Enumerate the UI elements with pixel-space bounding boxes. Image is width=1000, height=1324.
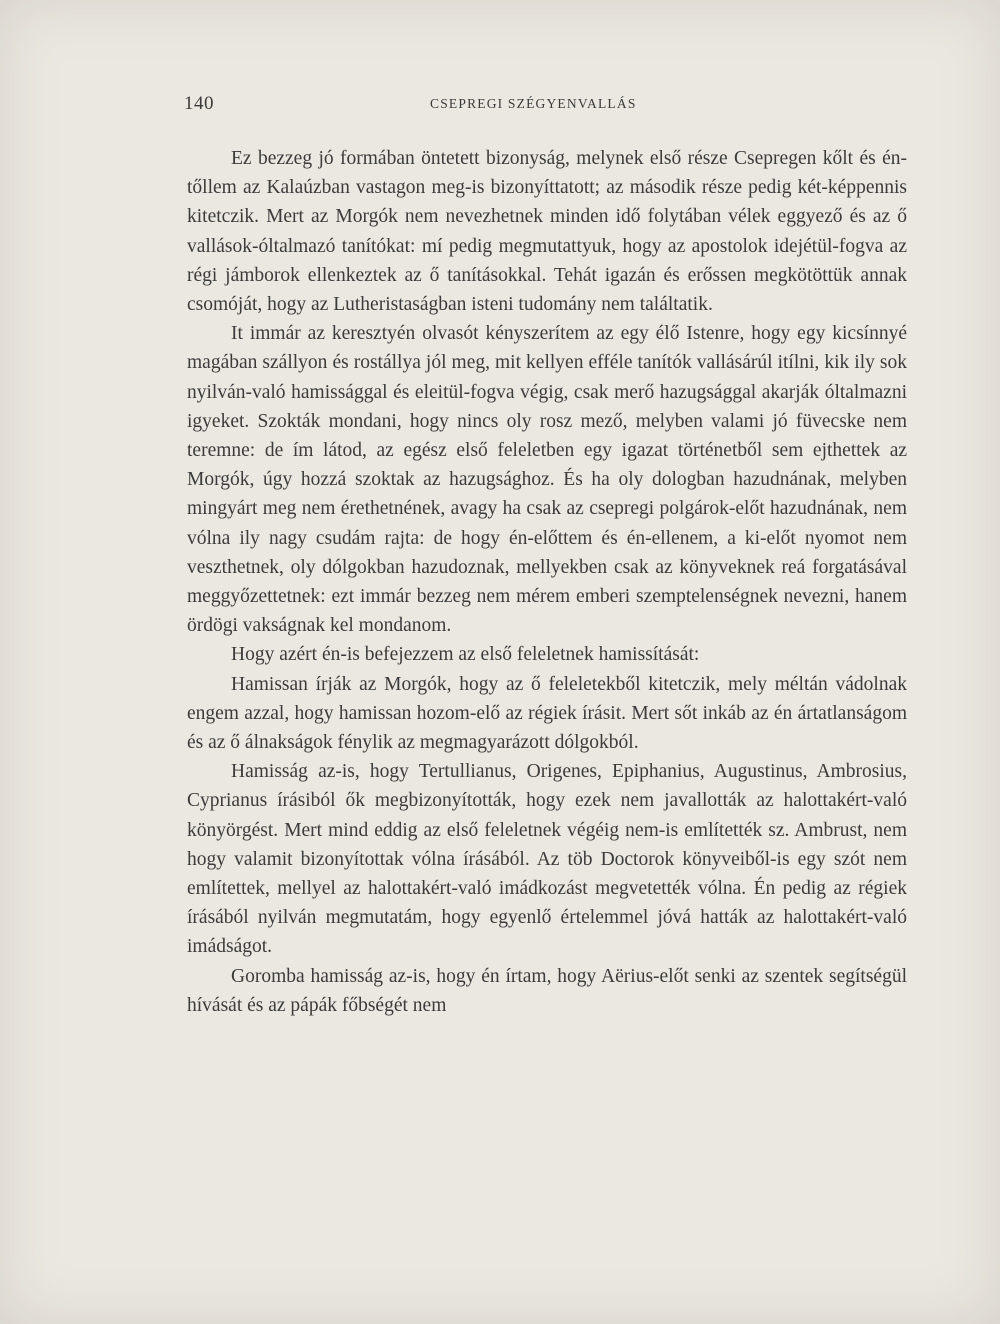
paragraph: Hamisság az-is, hogy Tertullianus, Origenes, Epiphanius, Augustinus, Ambrosius, Cyprianus írásiból ők megbizonyították, hogy ezek nem javallották az halottakért-való könyörgést. Mert mind eddig az első feleletnek végéig nem-is említették sz. Ambrust, nem hogy valamit bizonyítottak vólna írásából. Az töb Doctorok könyveiből-is egy szót nem említettek, mellyel az halottakért-való imádkozást megvetették vólna. Én pedig az régiek írásából nyilván megmutatám, hogy egyenlő értelemmel jóvá hatták az halottakért-való imádságot. (187, 761, 907, 958)
paragraph: Hogy azért én-is befejezzem az első feleletnek hamissítását: (231, 644, 700, 666)
paragraph: Ez bezzeg jó formában öntetett bizonyság, melynek első része Csepregen kőlt és én-tőllem az Kalaúzban vastagon meg-is bizonyíttatott; az második része pedig két-képpennis kitetczik. Mert az Morgók nem nevezhetnek minden idő folytában vélek eggyező és az ő vallások-óltalmazó tanítókat: mí pedig megmutattyuk, hogy az apostolok idejétül-fogva az régi jámborok ellenkeztek az ő tanításokkal. Tehát igazán és erőssen megkötöttük annak csomóját, hogy az Lutheristaságban isteni tudomány nem találtatik. (187, 148, 907, 316)
running-title: CSEPREGI SZÉGYENVALLÁS (430, 96, 637, 111)
paragraph: Goromba hamisság az-is, hogy én írtam, hogy Aërius-előt senki az szentek segítségül hívását és az pápák főbségét nem (187, 965, 907, 1016)
page-number: 140 (184, 93, 214, 114)
paragraph: Hamissan írják az Morgók, hogy az ő feleletekből kitetczik, mely méltán vádolnak engem azzal, hogy hamissan hozom-elő az régiek írásit. Mert sőt inkáb az én ártatlanságom és az ő álnakságok fénylik az megmagyarázott dólgokból. (187, 673, 907, 754)
running-header (184, 93, 907, 119)
body-text (187, 144, 907, 1020)
paragraph: It immár az keresztyén olvasót kényszerítem az egy élő Istenre, hogy egy kicsínnyé magában szállyon és rostállya jól meg, mit kellyen efféle tanítók vallásárúl itílni, kik ily sok nyilván-való hamissággal és eleitül-fogva végig, csak merő hazugsággal akarják óltalmazni igyeket. Szokták mondani, hogy nincs oly rosz mező, melyben valami jó füvecske nem teremne: de ím látod, az egész első feleletben egy igazat történetből sem ejthettek az Morgók, úgy hozzá szoktak az hazugsághoz. És ha oly dologban hazudnának, melyben mingyárt meg nem érethetnének, avagy ha csak az csepregi polgárok-előt hazudnának, nem vólna ily nagy csudám rajta: de hogy én-előttem és én-ellenem, a ki-előt nyomot nem veszthetnek, oly dólgokban hazudoznak, mellyekben csak az könyveknek reá forgatásával meggyőzettetnek: ezt immár bezzeg nem mérem emberi szemptelenségnek nevezni, hanem ördögi vakságnak kel mondanom. (187, 323, 907, 637)
